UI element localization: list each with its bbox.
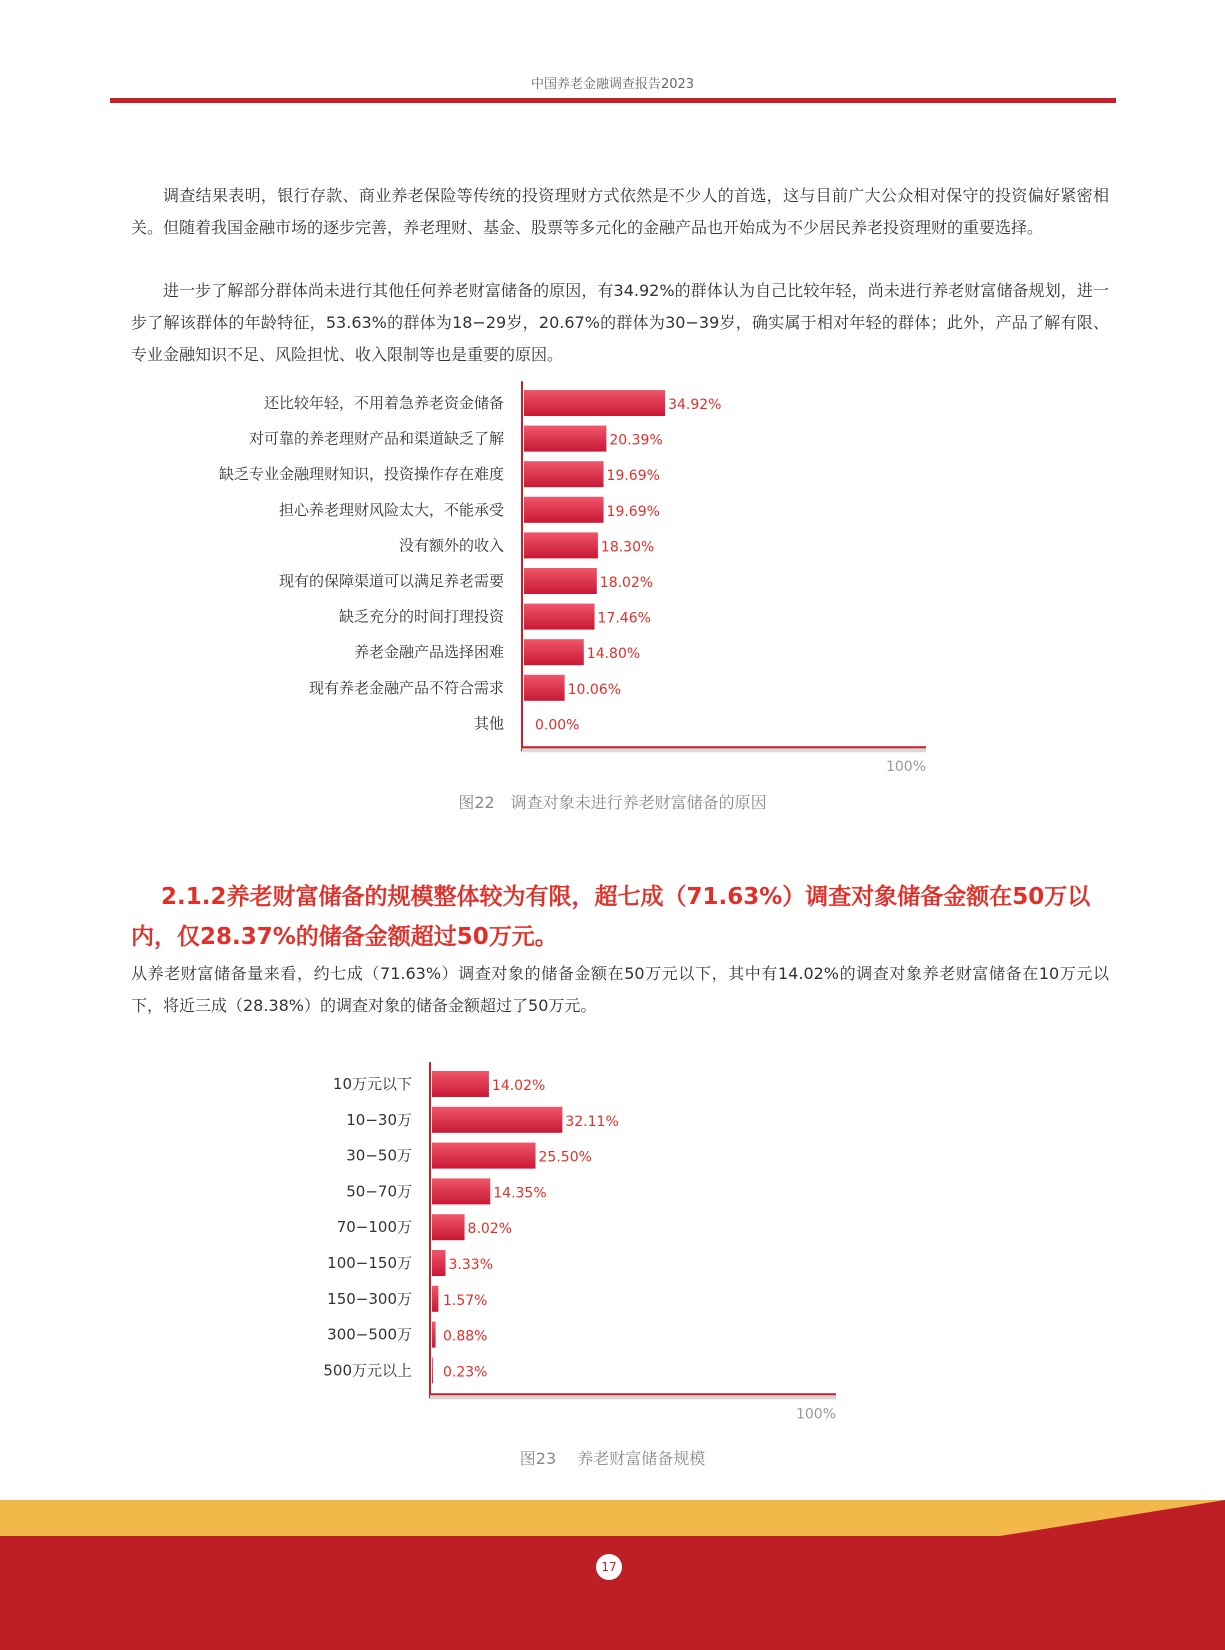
bar: [524, 675, 565, 701]
running-header: 中国养老金融调查报告2023: [530, 77, 695, 92]
data-label: 32.11%: [565, 1113, 619, 1130]
data-label: 14.80%: [586, 646, 641, 663]
bar: [432, 1322, 436, 1348]
data-label: 10.06%: [567, 681, 622, 698]
bar: [524, 604, 595, 630]
bar: [432, 1357, 433, 1383]
category-label: 对可靠的养老理财产品和渠道缺乏了解: [248, 429, 504, 448]
data-label: 14.02%: [491, 1078, 546, 1094]
paragraph-3: 从养老财富储备量来看，约七成（71.63%）调查对象的储备金额在50万元以下，其中有14.02%的调查对象养老财富储备在10万元以下，将近三成（28.38%）的调查对象的储备金额超过了50万元。: [131, 964, 1109, 1015]
bar: [524, 426, 606, 452]
axis-max-label: 100%: [885, 759, 926, 776]
data-label: 3.33%: [448, 1257, 494, 1273]
bar: [524, 497, 604, 523]
category-label: 还比较年轻，不用着急养老资金储备: [263, 394, 504, 412]
bar: [524, 390, 665, 416]
header-rule: [110, 98, 1116, 103]
category-label: 100−150万: [327, 1254, 412, 1272]
chart-fig22-svg: [0, 385, 1225, 775]
data-label: 25.50%: [538, 1149, 592, 1166]
data-label: 19.69%: [606, 468, 660, 485]
category-label: 缺乏专业金融理财知识，投资操作存在难度: [218, 465, 504, 484]
bar: [432, 1107, 562, 1133]
category-label: 30−50万: [346, 1146, 412, 1165]
category-label: 150−300万: [327, 1289, 412, 1308]
data-label: 14.35%: [493, 1185, 547, 1202]
paragraph-1: 调查结果表明，银行存款、商业养老保险等传统的投资理财方式依然是不少人的首选，这与目前广大公众相对保守的投资偏好紧密相关。但随着我国金融市场的逐步完善，养老理财、基金、股票等多元化的金融产品也开始成为不少居民养老投资理财的重要选择。: [131, 186, 1109, 237]
category-label: 现有的保障渠道可以满足养老需要: [278, 572, 504, 590]
category-label: 10−30万: [346, 1110, 412, 1129]
category-label: 养老金融产品选择困难: [353, 643, 504, 662]
category-label: 50−70万: [346, 1182, 412, 1201]
paragraph-2: 进一步了解部分群体尚未进行其他任何养老财富储备的原因，有34.92%的群体认为自己比较年轻，尚未进行养老财富储备规划，进一步了解该群体的年龄特征，53.63%的群体为18−29岁，20.67%的群体为30−39岁，确实属于相对年轻的群体；此外，产品了解有限、专业金融知识不足、风险担忧、收入限制等也是重要的原因。: [131, 281, 1109, 364]
bar: [432, 1286, 438, 1312]
page-number: 17: [596, 1554, 622, 1580]
bar: [524, 639, 584, 665]
data-label: 19.69%: [606, 503, 660, 520]
data-label: 0.00%: [535, 717, 580, 734]
section-heading: 2.1.2养老财富储备的规模整体较为有限，超七成（71.63%）调查对象储备金额在50万以内，仅28.37%的储备金额超过50万元。: [131, 884, 1091, 950]
category-label: 300−500万: [327, 1325, 412, 1344]
category-label: 500万元以上: [323, 1361, 412, 1380]
category-label: 担心养老理财风险太大，不能承受: [278, 500, 504, 519]
data-label: 34.92%: [668, 397, 722, 413]
data-label: 0.23%: [443, 1364, 488, 1381]
chart-fig23: [0, 1050, 1225, 1430]
bar: [432, 1178, 490, 1204]
data-label: 0.88%: [443, 1328, 488, 1345]
category-label: 10万元以下: [332, 1075, 412, 1093]
figure-caption-23: 图23 养老财富储备规模: [519, 1449, 706, 1468]
data-label: 20.39%: [609, 432, 663, 449]
category-label: 缺乏充分的时间打理投资: [338, 607, 504, 626]
data-label: 18.30%: [600, 539, 655, 556]
category-label: 现有养老金融产品不符合需求: [308, 678, 504, 697]
data-label: 1.57%: [443, 1292, 488, 1309]
chart-fig22: [0, 385, 1225, 775]
bar: [524, 461, 604, 487]
bar: [432, 1214, 465, 1240]
data-label: 18.02%: [599, 575, 654, 591]
data-label: 17.46%: [597, 610, 651, 627]
bar: [524, 568, 597, 594]
bar: [432, 1143, 536, 1169]
data-label: 8.02%: [467, 1221, 513, 1238]
figure-caption-22: 图22 调查对象未进行养老财富储备的原因: [458, 793, 767, 812]
bar: [432, 1071, 489, 1097]
category-label: 没有额外的收入: [398, 536, 504, 555]
axis-max-label: 100%: [795, 1406, 836, 1423]
category-label: 其他: [473, 714, 504, 733]
chart-fig23-svg: [0, 1050, 1225, 1430]
bar: [524, 532, 598, 558]
category-label: 70−100万: [336, 1218, 412, 1237]
bar: [432, 1250, 446, 1276]
